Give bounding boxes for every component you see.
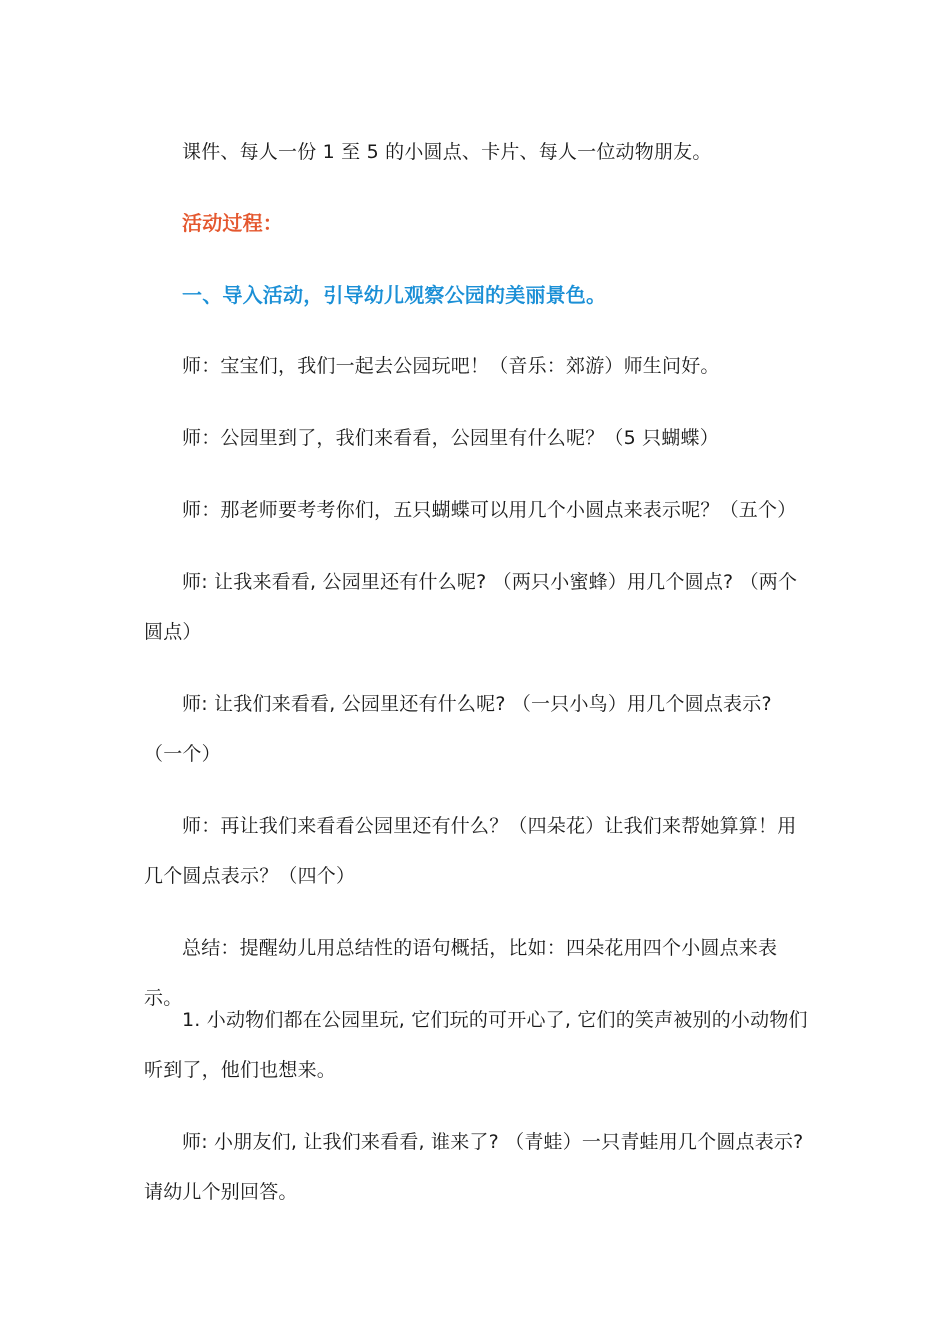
paragraph-5: 师: 让我们来看看, 公园里还有什么呢? （一只小鸟）用几个圆点表示? （一个） bbox=[144, 693, 772, 765]
summary-paragraph: 总结：提醒幼儿用总结性的语句概括，比如：四朵花用四个小圆点来表示。 bbox=[144, 937, 778, 1009]
paragraph-8: 1. 小动物们都在公园里玩, 它们玩的可开心了, 它们的笑声被别的小动物们听到了，他们也想来。 bbox=[144, 1009, 808, 1081]
paragraph-3: 师：那老师要考考你们，五只蝴蝶可以用几个小圆点来表示呢？（五个） bbox=[182, 499, 797, 521]
paragraph-4: 师: 让我来看看, 公园里还有什么呢? （两只小蜜蜂）用几个圆点? （两个圆点） bbox=[144, 571, 798, 643]
section-title: 活动过程： bbox=[182, 211, 283, 235]
paragraph-2: 师：公园里到了，我们来看看，公园里有什么呢？（5 只蝴蝶） bbox=[182, 427, 719, 449]
step-one-heading: 一、导入活动，引导幼儿观察公园的美丽景色。 bbox=[182, 283, 607, 307]
paragraph-1: 师：宝宝们，我们一起去公园玩吧！（音乐：郊游）师生问好。 bbox=[182, 355, 720, 377]
paragraph-6: 师：再让我们来看看公园里还有什么？（四朵花）让我们来帮她算算！用几个圆点表示？（四个） bbox=[144, 815, 797, 887]
paragraph-9: 师: 小朋友们, 让我们来看看, 谁来了? （青蛙）一只青蛙用几个圆点表示? 请幼儿个别回答。 bbox=[144, 1131, 804, 1203]
materials-text: 课件、每人一份 1 至 5 的小圆点、卡片、每人一位动物朋友。 bbox=[182, 141, 712, 163]
